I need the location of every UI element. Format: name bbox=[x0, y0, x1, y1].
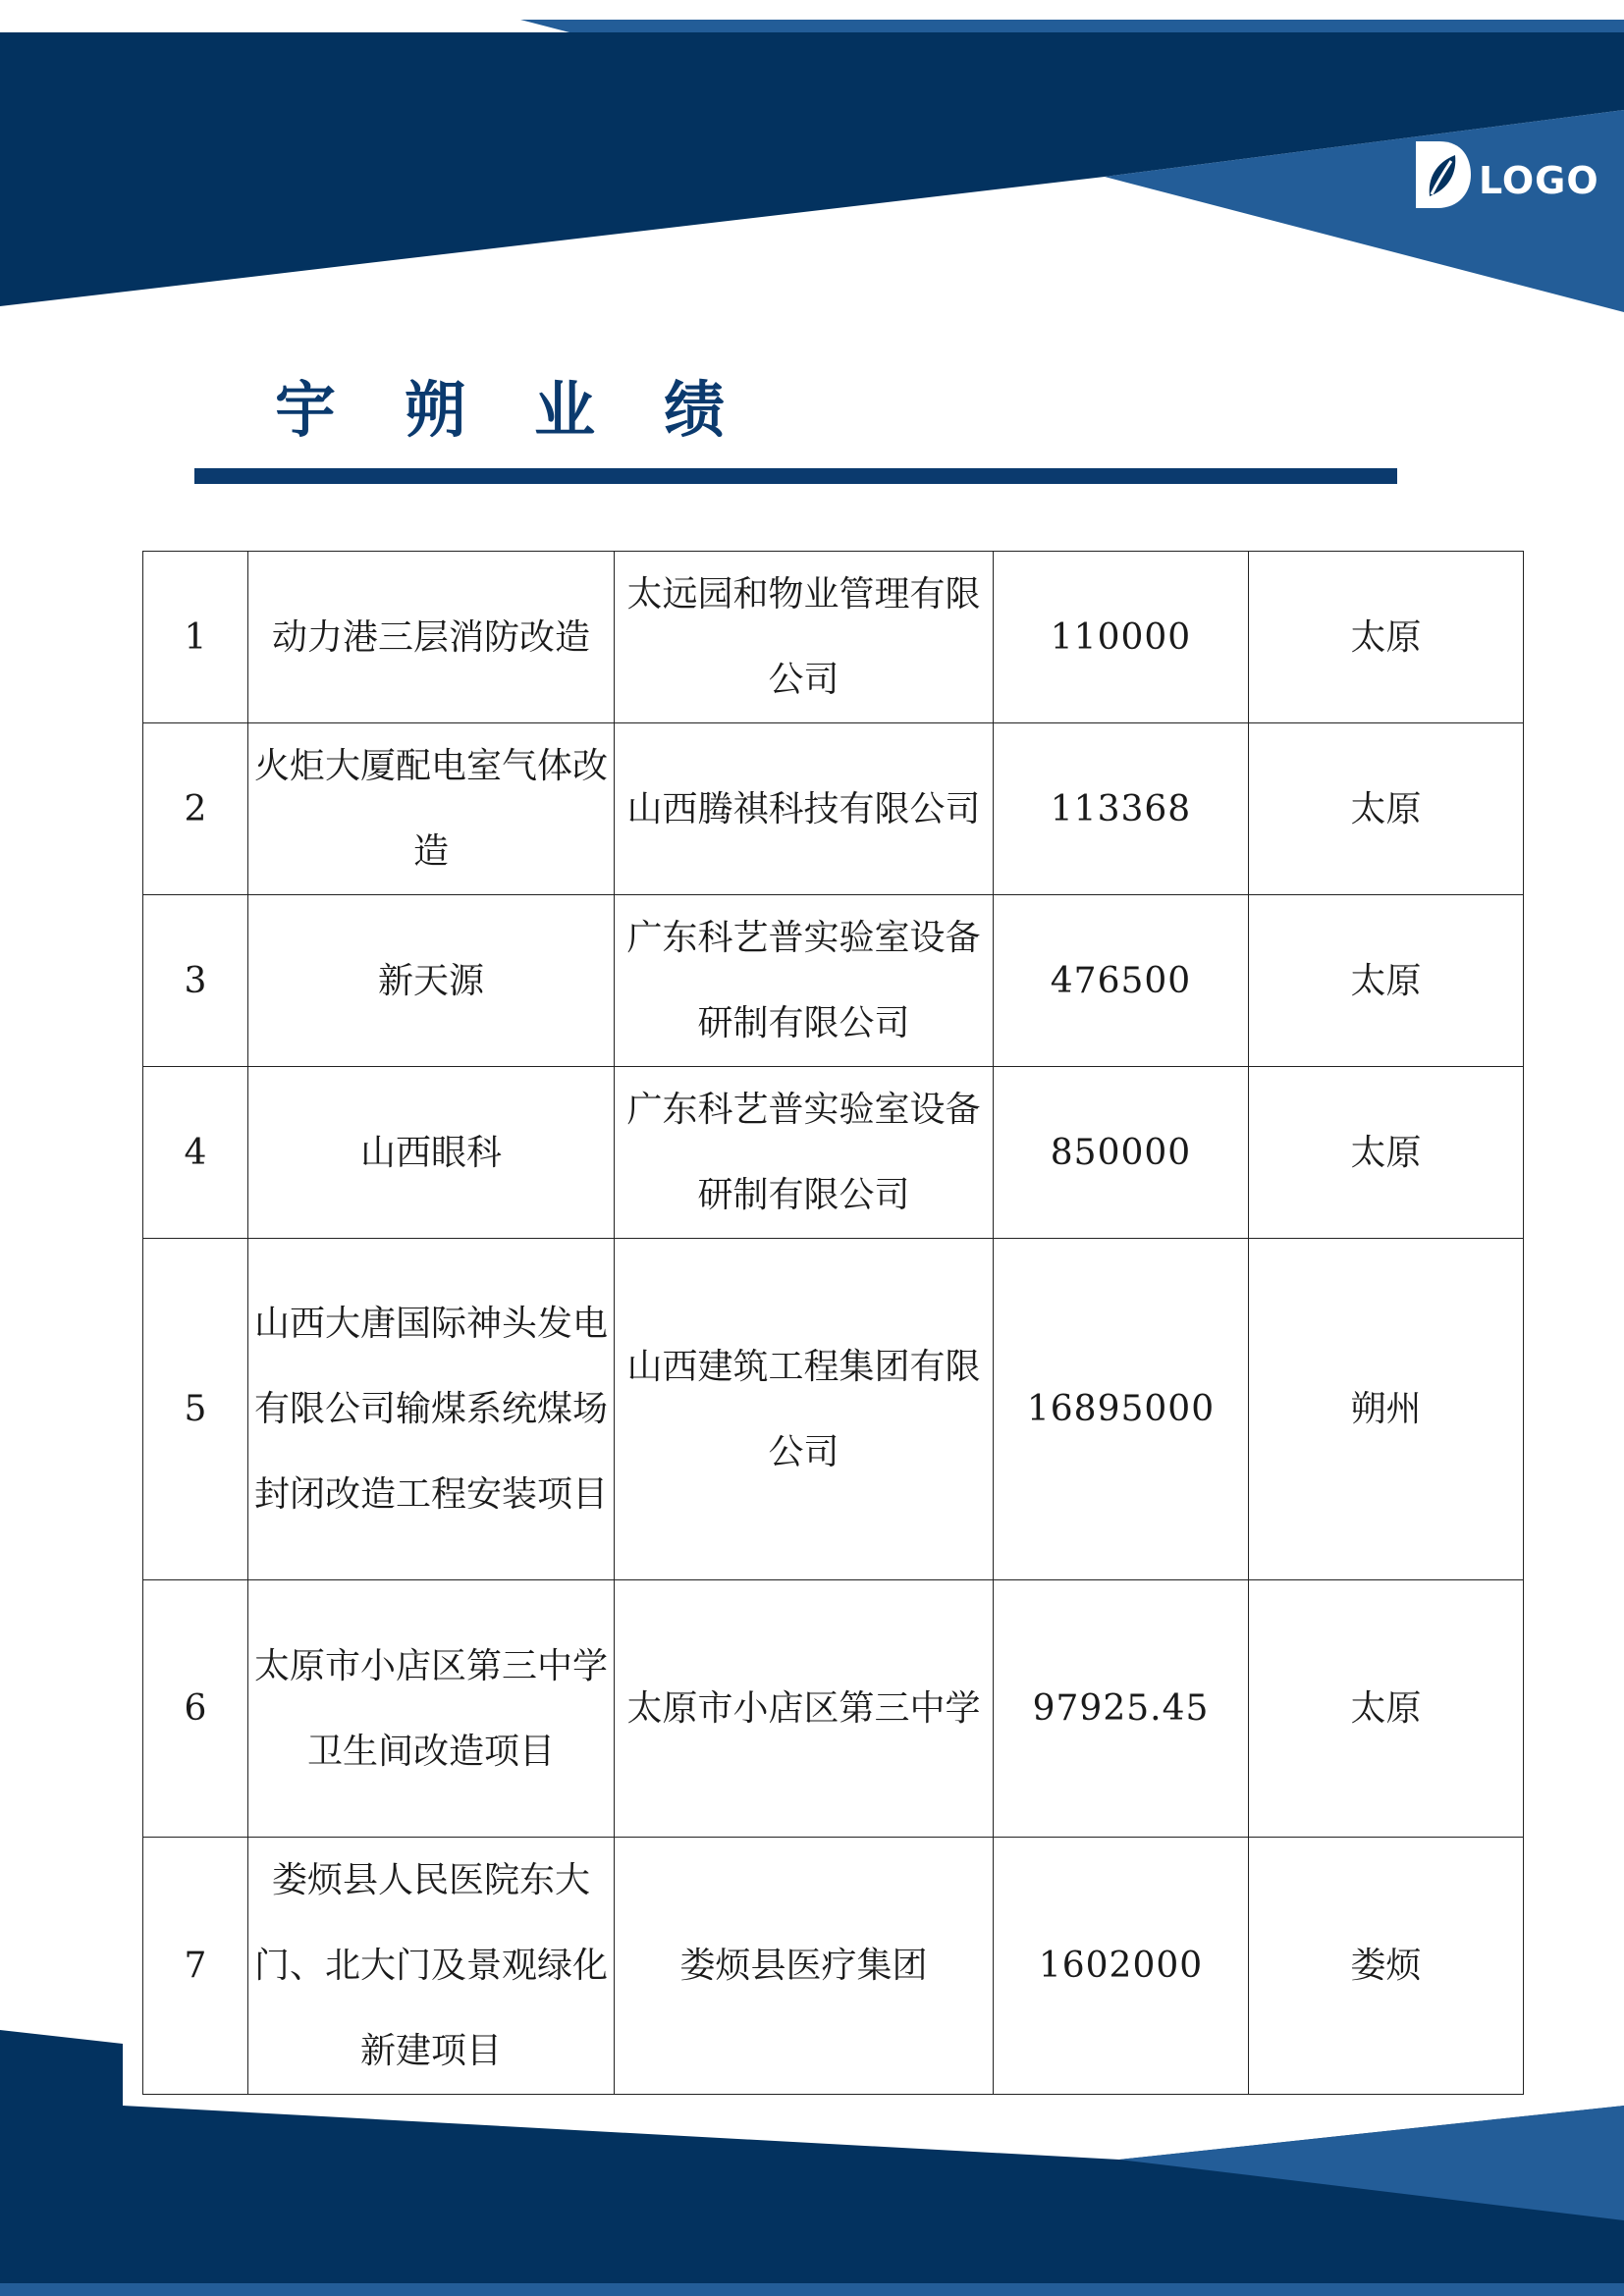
table-row bbox=[143, 1067, 1524, 1239]
top-thin-stripe bbox=[520, 20, 1624, 32]
project-name: 火炬大厦配电室气体改造 bbox=[248, 723, 615, 895]
project-name: 娄烦县人民医院东大门、北大门及景观绿化新建项目 bbox=[248, 1838, 615, 2095]
contract-amount: 97925.45 bbox=[994, 1580, 1249, 1838]
client-name: 山西腾祺科技有限公司 bbox=[615, 723, 994, 895]
project-name: 太原市小店区第三中学卫生间改造项目 bbox=[248, 1580, 615, 1838]
table-row bbox=[143, 1580, 1524, 1838]
row-number: 1 bbox=[143, 552, 248, 723]
contract-amount: 110000 bbox=[994, 552, 1249, 723]
table-row bbox=[143, 552, 1524, 723]
client-name: 太远园和物业管理有限公司 bbox=[615, 552, 994, 723]
page-title: 宇朔业绩 bbox=[275, 374, 794, 446]
city: 娄烦 bbox=[1249, 1838, 1524, 2095]
project-name: 新天源 bbox=[248, 895, 615, 1067]
city: 太原 bbox=[1249, 723, 1524, 895]
row-number: 6 bbox=[143, 1580, 248, 1838]
contract-amount: 850000 bbox=[994, 1067, 1249, 1239]
row-number: 3 bbox=[143, 895, 248, 1067]
client-name: 山西建筑工程集团有限公司 bbox=[615, 1239, 994, 1580]
project-name: 山西眼科 bbox=[248, 1067, 615, 1239]
client-name: 娄烦县医疗集团 bbox=[615, 1838, 994, 2095]
city: 朔州 bbox=[1249, 1239, 1524, 1580]
title-underline bbox=[194, 468, 1397, 484]
logo bbox=[1414, 137, 1610, 212]
contract-amount: 1602000 bbox=[994, 1838, 1249, 2095]
table-row bbox=[143, 723, 1524, 895]
row-number: 2 bbox=[143, 723, 248, 895]
table-row bbox=[143, 895, 1524, 1067]
performance-table bbox=[142, 551, 1524, 2095]
contract-amount: 476500 bbox=[994, 895, 1249, 1067]
client-name: 广东科艺普实验室设备研制有限公司 bbox=[615, 895, 994, 1067]
row-number: 4 bbox=[143, 1067, 248, 1239]
project-name: 山西大唐国际神头发电有限公司输煤系统煤场封闭改造工程安装项目 bbox=[248, 1239, 615, 1580]
city: 太原 bbox=[1249, 1067, 1524, 1239]
row-number: 7 bbox=[143, 1838, 248, 2095]
table-row bbox=[143, 1239, 1524, 1580]
contract-amount: 16895000 bbox=[994, 1239, 1249, 1580]
client-name: 太原市小店区第三中学 bbox=[615, 1580, 994, 1838]
leaf-logo-icon bbox=[1414, 139, 1473, 210]
city: 太原 bbox=[1249, 895, 1524, 1067]
table-row bbox=[143, 1838, 1524, 2095]
project-name: 动力港三层消防改造 bbox=[248, 552, 615, 723]
city: 太原 bbox=[1249, 552, 1524, 723]
row-number: 5 bbox=[143, 1239, 248, 1580]
city: 太原 bbox=[1249, 1580, 1524, 1838]
contract-amount: 113368 bbox=[994, 723, 1249, 895]
client-name: 广东科艺普实验室设备研制有限公司 bbox=[615, 1067, 994, 1239]
logo-text: LOGO bbox=[1479, 159, 1599, 202]
bottom-thin-stripe bbox=[0, 2283, 1624, 2296]
